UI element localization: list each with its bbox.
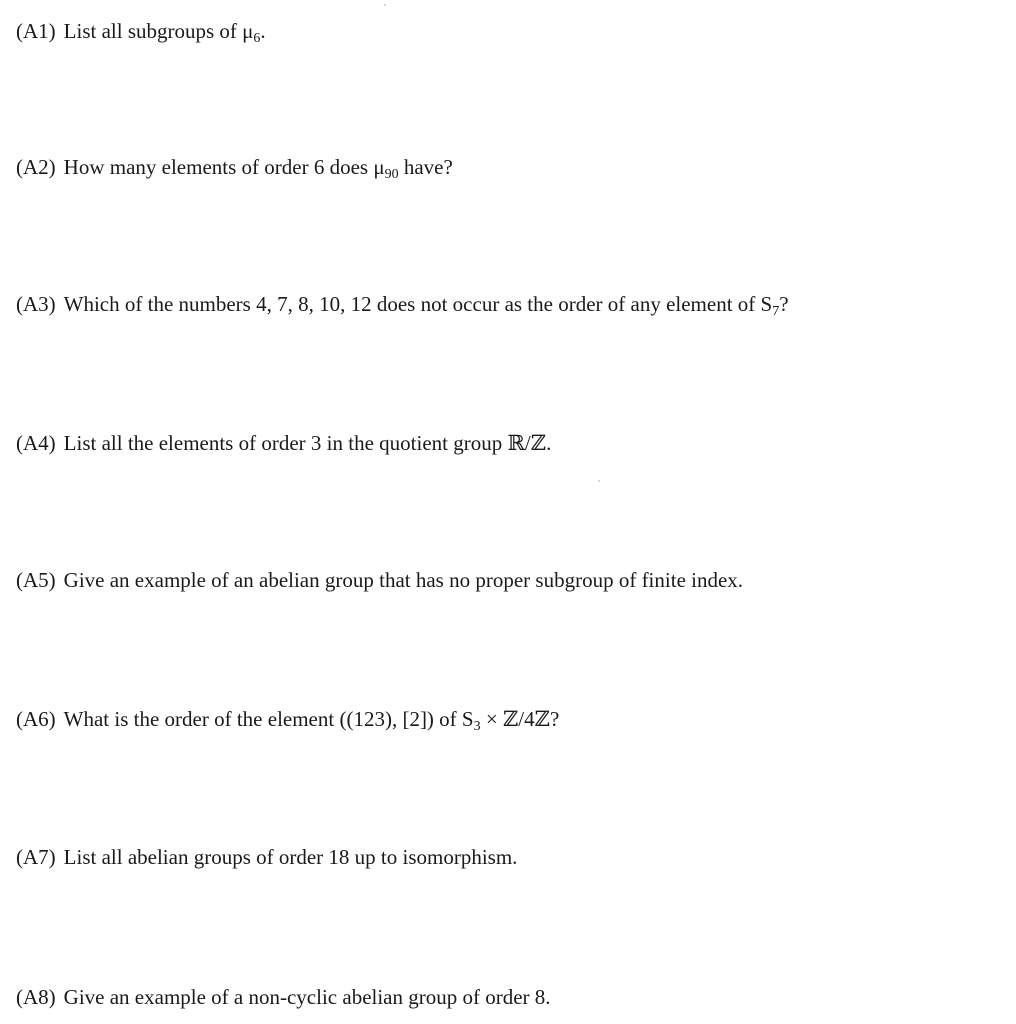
subscript: 6 xyxy=(253,31,261,46)
question-text: Which of the numbers 4, 7, 8, 10, 12 does not occur as the order of any element of S xyxy=(63,292,773,316)
question-label: (A8) xyxy=(16,985,56,1009)
question-a1 xyxy=(16,17,266,45)
question-a5 xyxy=(16,566,743,594)
question-text: List all abelian groups of order 18 up to isomorphism. xyxy=(63,845,518,869)
question-text: List all subgroups of μ xyxy=(63,19,254,43)
question-text: Give an example of an abelian group that has no proper subgroup of finite index. xyxy=(63,568,744,592)
question-a3 xyxy=(16,290,789,318)
question-a4 xyxy=(16,429,551,457)
question-label: (A6) xyxy=(16,707,56,731)
question-label: (A7) xyxy=(16,845,56,869)
question-label: (A2) xyxy=(16,155,56,179)
question-text-end: ? xyxy=(779,292,789,316)
question-label: (A3) xyxy=(16,292,56,316)
subscript: 3 xyxy=(473,719,481,734)
question-text: List all the elements of order 3 in the quotient group ℝ/ℤ. xyxy=(63,431,552,455)
question-a8 xyxy=(16,983,551,1011)
question-text-end: have? xyxy=(398,155,453,179)
scan-speck xyxy=(598,480,600,482)
scan-speck xyxy=(384,4,386,6)
question-text: How many elements of order 6 does μ xyxy=(63,155,385,179)
question-label: (A4) xyxy=(16,431,56,455)
question-label: (A5) xyxy=(16,568,56,592)
question-text: What is the order of the element ((123), [2]) of S xyxy=(63,707,474,731)
question-text-end: . xyxy=(260,19,266,43)
question-label: (A1) xyxy=(16,19,56,43)
question-a6 xyxy=(16,705,559,733)
subscript: 7 xyxy=(772,304,780,319)
question-a2 xyxy=(16,153,453,181)
question-text-end: × ℤ/4ℤ? xyxy=(480,707,560,731)
question-a7 xyxy=(16,843,517,871)
question-text: Give an example of a non-cyclic abelian group of order 8. xyxy=(63,985,551,1009)
subscript: 90 xyxy=(384,167,399,182)
